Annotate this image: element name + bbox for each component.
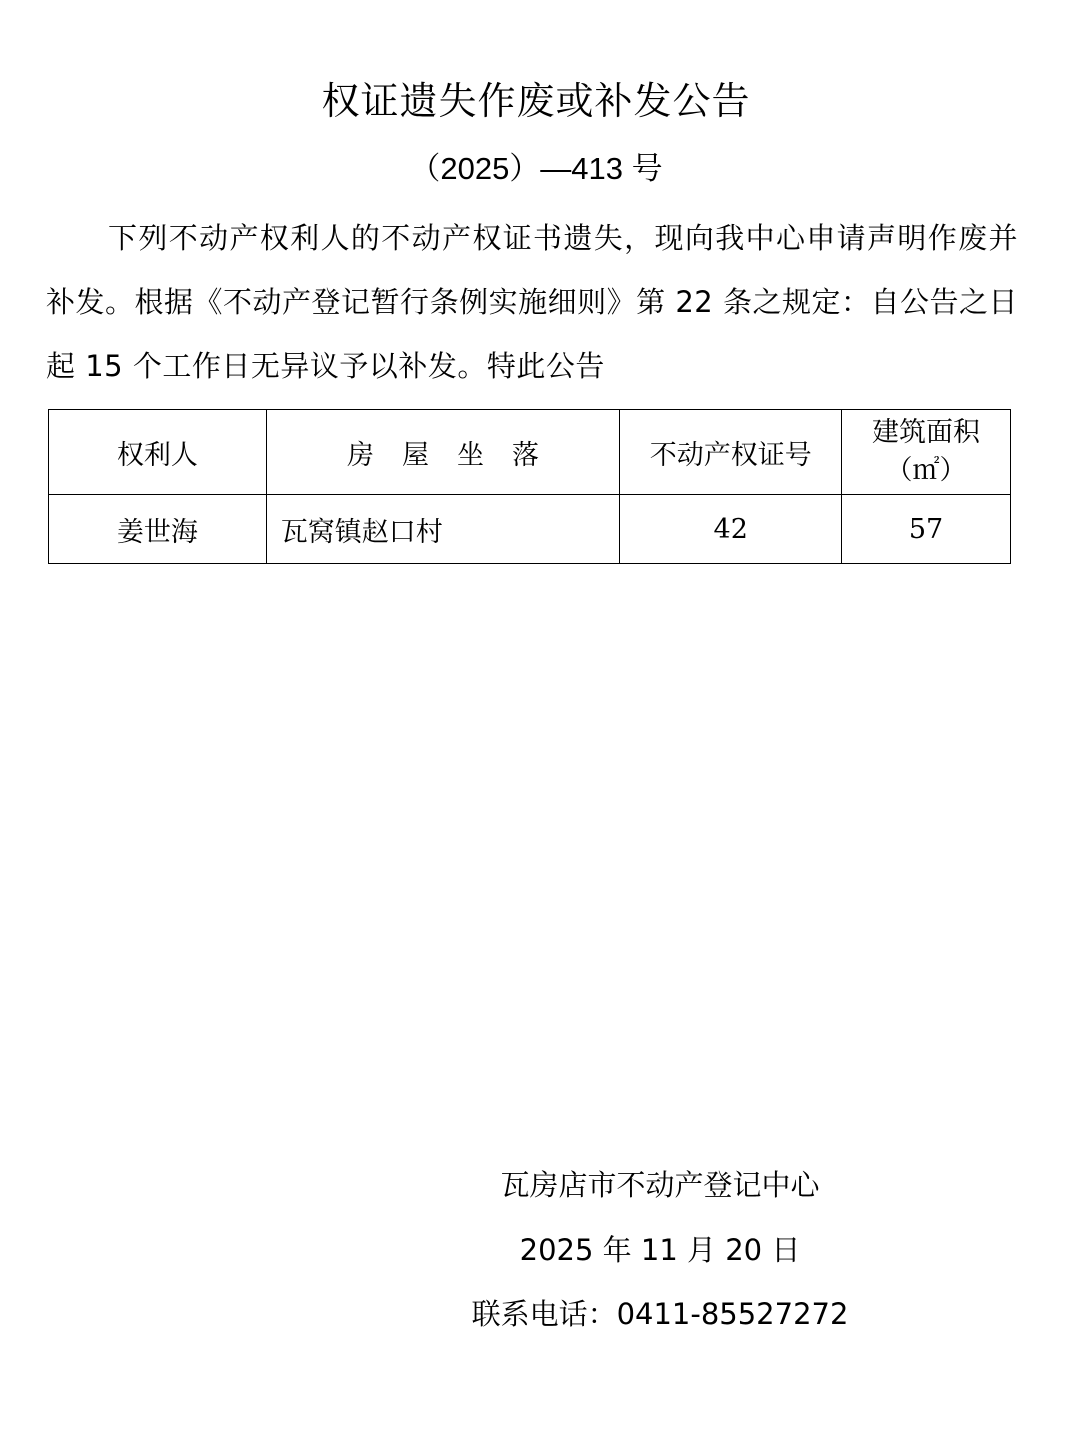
notice-number: （2025）—413 号 (409, 151, 663, 186)
cell-cert-no: 42 (620, 495, 842, 564)
header-location-char: 屋 (402, 439, 430, 471)
table-row (49, 495, 1011, 564)
cell-location: 瓦窝镇赵口村 (266, 495, 620, 564)
cell-holder: 姜世海 (49, 495, 267, 564)
notice-body: 下列不动产权利人的不动产权证书遗失，现向我中心申请声明作废并补发。根据《不动产登记暂行条例实施细则》第 22 条之规定：自公告之日起 15 个工作日无异议予以补发。特此公告 (46, 221, 1018, 383)
header-location-char: 房 (347, 439, 375, 471)
cell-area: 57 (842, 495, 1011, 564)
header-area-label: 建筑面积 (872, 417, 981, 448)
contact-phone: 联系电话：0411-85527272 (471, 1297, 849, 1331)
notice-title: 权证遗失作废或补发公告 (321, 79, 751, 123)
header-cert-no: 不动产权证号 (620, 410, 842, 495)
header-area-unit: （㎡） (885, 455, 967, 486)
header-area (842, 410, 1011, 495)
header-location (266, 410, 620, 495)
issuer-name: 瓦房店市不动产登记中心 (500, 1168, 820, 1202)
issue-date: 2025 年 11 月 20 日 (519, 1233, 801, 1267)
records-table (48, 409, 1011, 564)
header-location-char: 坐 (457, 439, 485, 471)
header-location-char: 落 (512, 439, 540, 471)
table-header-row (49, 410, 1011, 495)
header-holder: 权利人 (49, 410, 267, 495)
